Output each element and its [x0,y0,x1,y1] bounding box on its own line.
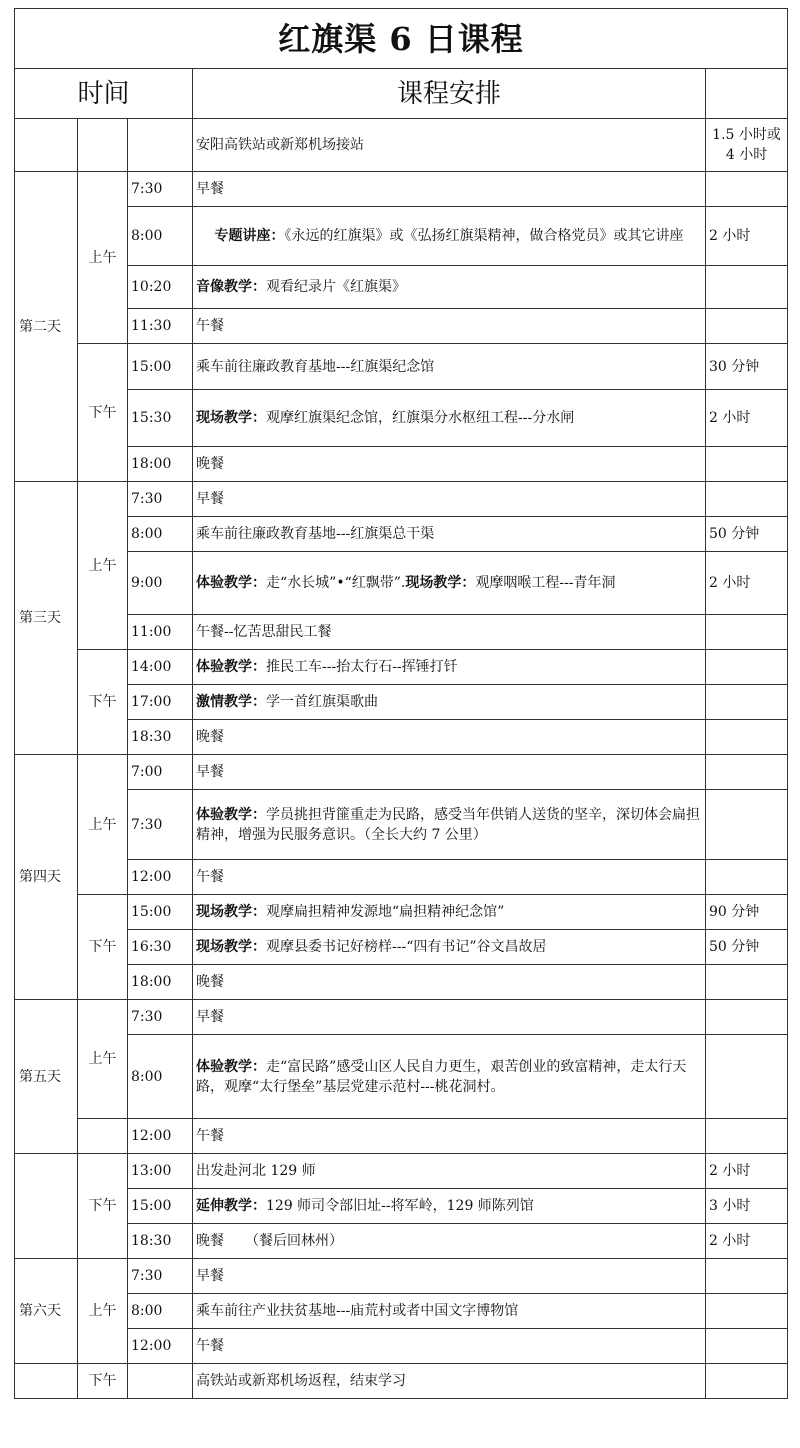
table-row [15,266,788,309]
time-cell: 9:00 [128,552,193,615]
duration-cell: 50 分钟 [706,930,788,965]
header-row [15,69,788,119]
time-cell: 7:30 [128,790,193,860]
duration-cell [706,685,788,720]
activity-tag: 体验教学： [196,1058,266,1075]
period-cell: 下午 [78,344,128,482]
table-row [15,1035,788,1119]
time-cell: 7:30 [128,172,193,207]
activity-cell [193,552,706,615]
activity-cell [193,1364,706,1399]
activity-text: 早餐 [196,764,224,780]
activity-cell [193,790,706,860]
period-cell: 下午 [78,895,128,1000]
table-row [15,390,788,447]
activity-cell [193,1154,706,1189]
time-cell [128,1364,193,1399]
duration-cell: 90 分钟 [706,895,788,930]
activity-cell [193,447,706,482]
period-cell: 上午 [78,755,128,895]
activity-text: 晚餐 [196,729,224,745]
table-row [15,755,788,790]
activity-text: 晚餐 [196,456,224,472]
day-cell: 第四天 [15,755,78,1000]
activity-cell [193,1224,706,1259]
activity-tag: 音像教学： [196,279,266,295]
time-cell: 11:30 [128,309,193,344]
period-cell: 上午 [78,1259,128,1364]
duration-cell [706,1259,788,1294]
activity-tag: 激情教学： [196,694,266,710]
activity-text: 乘车前往廉政教育基地---红旗渠总干渠 [196,526,435,542]
activity-text: 午餐--忆苦思甜民工餐 [196,624,332,640]
time-cell: 13:00 [128,1154,193,1189]
table-row [15,720,788,755]
table-row [15,1329,788,1364]
table-row [15,650,788,685]
day-cell [15,119,78,172]
duration-cell: 2 小时 [706,207,788,266]
duration-cell [706,860,788,895]
day-cell [15,1364,78,1399]
activity-text: 《永远的红旗渠》或《弘扬红旗渠精神，做合格党员》或其它讲座 [284,228,684,244]
table-row [15,1189,788,1224]
activity-text: 学一首红旗渠歌曲 [266,694,378,710]
time-cell [128,119,193,172]
time-cell: 18:00 [128,447,193,482]
table-row [15,1000,788,1035]
duration-cell: 30 分钟 [706,344,788,390]
activity-text: 观摩咽喉工程---青年洞 [475,575,616,591]
header-time: 时间 [15,69,193,119]
activity-cell [193,1119,706,1154]
activity-text: 早餐 [196,1268,224,1284]
duration-cell: 50 分钟 [706,517,788,552]
activity-cell [193,517,706,552]
period-cell [78,1119,128,1154]
duration-cell [706,447,788,482]
duration-cell [706,1035,788,1119]
duration-cell [706,965,788,1000]
period-cell: 上午 [78,172,128,344]
activity-tag: 现场教学： [196,904,266,920]
duration-cell [706,1000,788,1035]
activity-cell [193,650,706,685]
table-row [15,517,788,552]
duration-cell [706,755,788,790]
duration-cell: 2 小时 [706,1154,788,1189]
activity-cell [193,344,706,390]
duration-cell [706,650,788,685]
duration-cell [706,172,788,207]
table-row [15,1259,788,1294]
duration-cell: 1.5 小时或 4 小时 [706,119,788,172]
table-row [15,447,788,482]
table-row [15,309,788,344]
time-cell: 16:30 [128,930,193,965]
duration-cell [706,1364,788,1399]
activity-text: 晚餐 [196,974,224,990]
duration-cell: 3 小时 [706,1189,788,1224]
period-cell: 上午 [78,1000,128,1119]
table-row [15,685,788,720]
activity-tag: 现场教学： [405,575,476,591]
table-row [15,930,788,965]
activity-cell [193,860,706,895]
activity-tag: 专题讲座： [214,228,285,244]
activity-tag: 体验教学： [196,806,266,823]
duration-cell [706,790,788,860]
activity-text: 走“水长城”•“红飘带”. [266,575,406,591]
period-cell [78,119,128,172]
time-cell: 15:00 [128,1189,193,1224]
activity-text: 出发赴河北 129 师 [196,1163,316,1179]
table-row [15,172,788,207]
activity-text: 高铁站或新郑机场返程，结束学习 [196,1373,406,1389]
duration-cell [706,1329,788,1364]
activity-text: 观摩红旗渠纪念馆，红旗渠分水枢纽工程---分水闸 [266,410,575,426]
time-cell: 15:00 [128,344,193,390]
duration-cell [706,720,788,755]
activity-cell [193,390,706,447]
duration-cell [706,615,788,650]
time-cell: 12:00 [128,1119,193,1154]
activity-text: 午餐 [196,1338,224,1354]
period-cell: 上午 [78,482,128,650]
activity-text: 观看纪录片《红旗渠》 [266,279,406,295]
period-cell: 下午 [78,650,128,755]
activity-cell [193,1189,706,1224]
table-row [15,615,788,650]
table-row [15,344,788,390]
activity-text: 午餐 [196,869,224,885]
table-row [15,965,788,1000]
activity-cell [193,615,706,650]
time-cell: 8:00 [128,207,193,266]
time-cell: 7:30 [128,482,193,517]
activity-tag: 现场教学： [196,410,266,426]
activity-text: 观摩扁担精神发源地“扁担精神纪念馆” [266,904,505,920]
table-row [15,1154,788,1189]
table-row [15,860,788,895]
activity-text: 午餐 [196,318,224,334]
time-cell: 7:30 [128,1000,193,1035]
table-row [15,1364,788,1399]
activity-cell [193,930,706,965]
table-row [15,1224,788,1259]
duration-cell [706,1119,788,1154]
activity-text: 安阳高铁站或新郑机场接站 [196,137,364,153]
activity-text: 早餐 [196,491,224,507]
page-title: 红旗渠 6 日课程 [15,9,788,69]
table-row [15,1119,788,1154]
time-cell: 7:00 [128,755,193,790]
day-cell: 第二天 [15,172,78,482]
activity-text: 早餐 [196,1009,224,1025]
activity-cell [193,119,706,172]
time-cell: 10:20 [128,266,193,309]
time-cell: 18:00 [128,965,193,1000]
period-cell: 下午 [78,1154,128,1259]
time-cell: 15:00 [128,895,193,930]
time-cell: 12:00 [128,860,193,895]
activity-cell [193,207,706,266]
activity-cell [193,309,706,344]
activity-tag: 体验教学： [196,575,266,591]
activity-tag: 现场教学： [196,939,266,955]
activity-text: 晚餐 （餐后回林州） [196,1233,343,1249]
time-cell: 15:30 [128,390,193,447]
table-row [15,790,788,860]
activity-cell [193,755,706,790]
time-cell: 8:00 [128,1294,193,1329]
header-schedule: 课程安排 [193,69,706,119]
activity-text: 129 师司令部旧址--将军岭，129 师陈列馆 [266,1198,534,1214]
time-cell: 17:00 [128,685,193,720]
table-row [15,552,788,615]
activity-cell [193,1000,706,1035]
time-cell: 7:30 [128,1259,193,1294]
duration-cell: 2 小时 [706,390,788,447]
time-cell: 14:00 [128,650,193,685]
activity-cell [193,1329,706,1364]
table-row [15,895,788,930]
time-cell: 11:00 [128,615,193,650]
activity-text: 乘车前往廉政教育基地---红旗渠纪念馆 [196,358,435,375]
schedule-sheet [14,8,787,1432]
table-row [15,207,788,266]
activity-text: 走“富民路”感受山区人民自力更生，艰苦创业的致富精神，走太行天路，观摩“太行堡垒”基层党建示范村---桃花洞村。 [196,1058,687,1095]
duration-cell: 2 小时 [706,1224,788,1259]
activity-cell [193,720,706,755]
activity-tag: 体验教学： [196,659,266,675]
activity-cell [193,895,706,930]
day-cell: 第三天 [15,482,78,755]
activity-text: 午餐 [196,1128,224,1144]
table-row [15,1294,788,1329]
day-cell: 第六天 [15,1259,78,1364]
activity-text: 观摩县委书记好榜样---“四有书记”谷文昌故居 [266,939,547,955]
duration-cell [706,482,788,517]
activity-tag: 延伸教学： [196,1198,266,1214]
time-cell: 8:00 [128,1035,193,1119]
table-row [15,482,788,517]
activity-text: 乘车前往产业扶贫基地---庙荒村或者中国文字博物馆 [196,1303,519,1319]
duration-cell [706,266,788,309]
activity-text: 学员挑担背篚重走为民路，感受当年供销人送货的坚辛，深切体会扁担精神，增强为民服务意识。（全长大约 7 公里） [196,806,700,843]
time-cell: 12:00 [128,1329,193,1364]
duration-cell [706,1294,788,1329]
header-blank [706,69,788,119]
table-row [15,119,788,172]
activity-cell [193,172,706,207]
time-cell: 18:30 [128,1224,193,1259]
activity-cell [193,266,706,309]
activity-cell [193,965,706,1000]
day-cell [15,1154,78,1259]
title-row [15,9,788,69]
duration-cell [706,309,788,344]
day-cell: 第五天 [15,1000,78,1154]
time-cell: 18:30 [128,720,193,755]
activity-cell [193,482,706,517]
activity-cell [193,1035,706,1119]
activity-text: 推民工车---抬太行石--挥锤打钎 [266,659,458,675]
period-cell: 下午 [78,1364,128,1399]
activity-cell [193,1294,706,1329]
duration-cell: 2 小时 [706,552,788,615]
activity-cell [193,1259,706,1294]
activity-text: 早餐 [196,181,224,197]
time-cell: 8:00 [128,517,193,552]
activity-cell [193,685,706,720]
schedule-table [14,8,788,1399]
